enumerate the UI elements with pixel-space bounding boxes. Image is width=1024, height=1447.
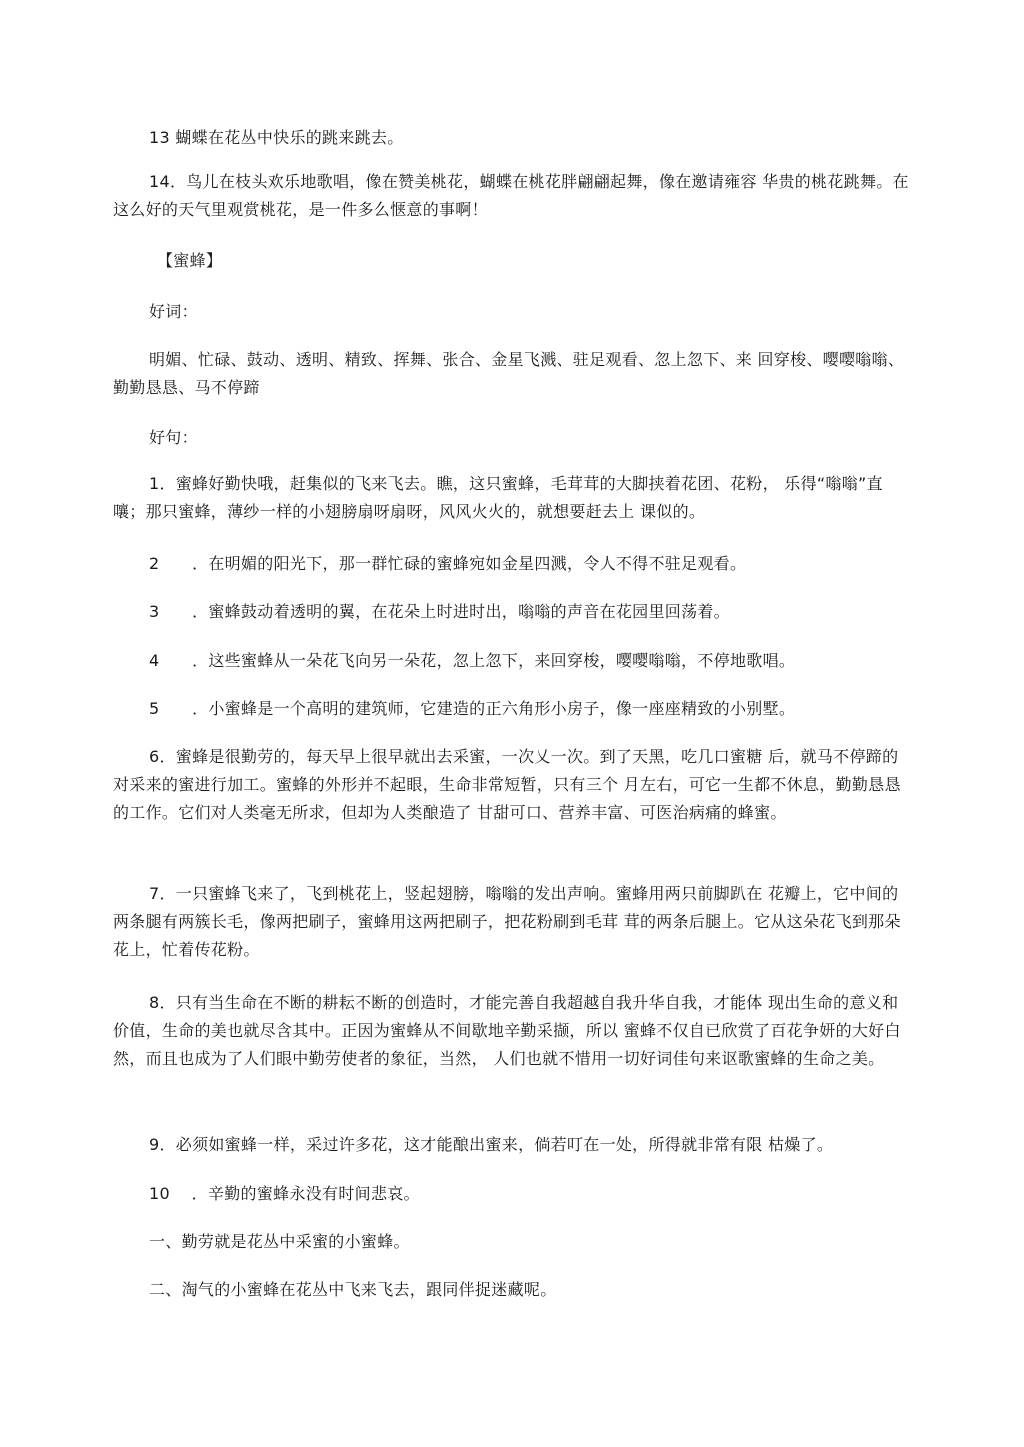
good-words-list: 明媚、忙碌、鼓动、透明、精致、挥舞、张合、金星飞溅、驻足观看、忽上忽下、来 回穿梭、嘤嘤嗡嗡、勤勤恳恳、马不停蹄 — [113, 350, 905, 397]
sentence-2: 2 ．在明媚的阳光下，那一群忙碌的蜜蜂宛如金星四溅，令人不得不驻足观看。 — [149, 554, 747, 573]
sentence-14: 14．鸟儿在枝头欢乐地歌唱，像在赞美桃花，蝴蝶在桃花胖翩翩起舞，像在邀请雍容 华贵的桃花跳舞。在这么好的天气里观赏桃花，是一件多么惬意的事啊！ — [113, 172, 909, 219]
sentence-6: 6．蜜蜂是很勤劳的，每天早上很早就出去采蜜，一次乂一次。到了天黑，吃几口蜜糖 后，就马不停蹄的对采来的蜜进行加工。蜜蜂的外形并不起眼，生命非常短暂，只有三个 月左右，可它一生都不休息，勤勤恳恳的工作。它们对人类毫无所求，但却为人类酿造了 甘甜可口、营养丰富、可医治病痛的蜂蜜。 — [113, 747, 901, 822]
sentence-13: 13 蝴蝶在花丛中快乐的跳来跳去。 — [149, 128, 404, 147]
sentence-8: 8．只有当生命在不断的耕耘不断的创造时，才能完善自我超越自我升华自我，才能体 现出生命的意义和价值，生命的美也就尽含其中。正因为蜜蜂从不间歇地辛勤采撷，所以 蜜蜂不仅自已欣赏了百花争妍的大好白然，而且也成为了人们眼中勤劳使者的象征，当然， 人们也就不惜用一切好词佳句来讴歌蜜蜂的生命之美。 — [113, 993, 901, 1068]
sentence-3: 3 ．蜜蜂鼓动着透明的翼，在花朵上时进时出，嗡嗡的声音在花园里回荡着。 — [149, 602, 730, 621]
sentence-9: 9．必须如蜜蜂一样，采过许多花，这才能酿出蜜来，倘若叮在一处，所得就非常有限 枯燥了。 — [149, 1135, 834, 1154]
example-2: 二、淘气的小蜜蜂在花丛中飞来飞去，跟同伴捉迷藏呢。 — [149, 1280, 557, 1299]
sentence-7: 7．一只蜜蜂飞来了，飞到桃花上，竖起翅膀，嗡嗡的发出声响。蜜蜂用两只前脚趴在 花瓣上，它中间的两条腿有两簇长毛，像两把刷子，蜜蜂用这两把刷子，把花粉刷到毛茸 茸的两条后腿上。它从这朵花飞到那朵花上，忙着传花粉。 — [113, 884, 901, 959]
sentence-10: 10 ．辛勤的蜜蜂永没有时间悲哀。 — [149, 1184, 420, 1203]
example-1: 一、勤劳就是花丛中采蜜的小蜜蜂。 — [149, 1232, 410, 1251]
sentence-1: 1．蜜蜂好勤快哦，赶集似的飞来飞去。瞧，这只蜜蜂，毛茸茸的大脚挟着花团、花粉， 乐得“嗡嗡”直嚷；那只蜜蜂，薄纱一样的小翅膀扇呀扇呀，风风火火的，就想要赶去上 课似的。 — [113, 474, 883, 521]
good-sentences-label: 好句： — [149, 428, 198, 447]
good-words-label: 好词： — [149, 302, 198, 321]
section-heading-bee: 【蜜蜂】 — [157, 251, 223, 270]
sentence-4: 4 ．这些蜜蜂从一朵花飞向另一朵花，忽上忽下，来回穿梭，嘤嘤嗡嗡，不停地歌唱。 — [149, 651, 796, 670]
sentence-5: 5 ．小蜜蜂是一个高明的建筑师，它建造的正六角形小房子，像一座座精致的小别墅。 — [149, 699, 796, 718]
